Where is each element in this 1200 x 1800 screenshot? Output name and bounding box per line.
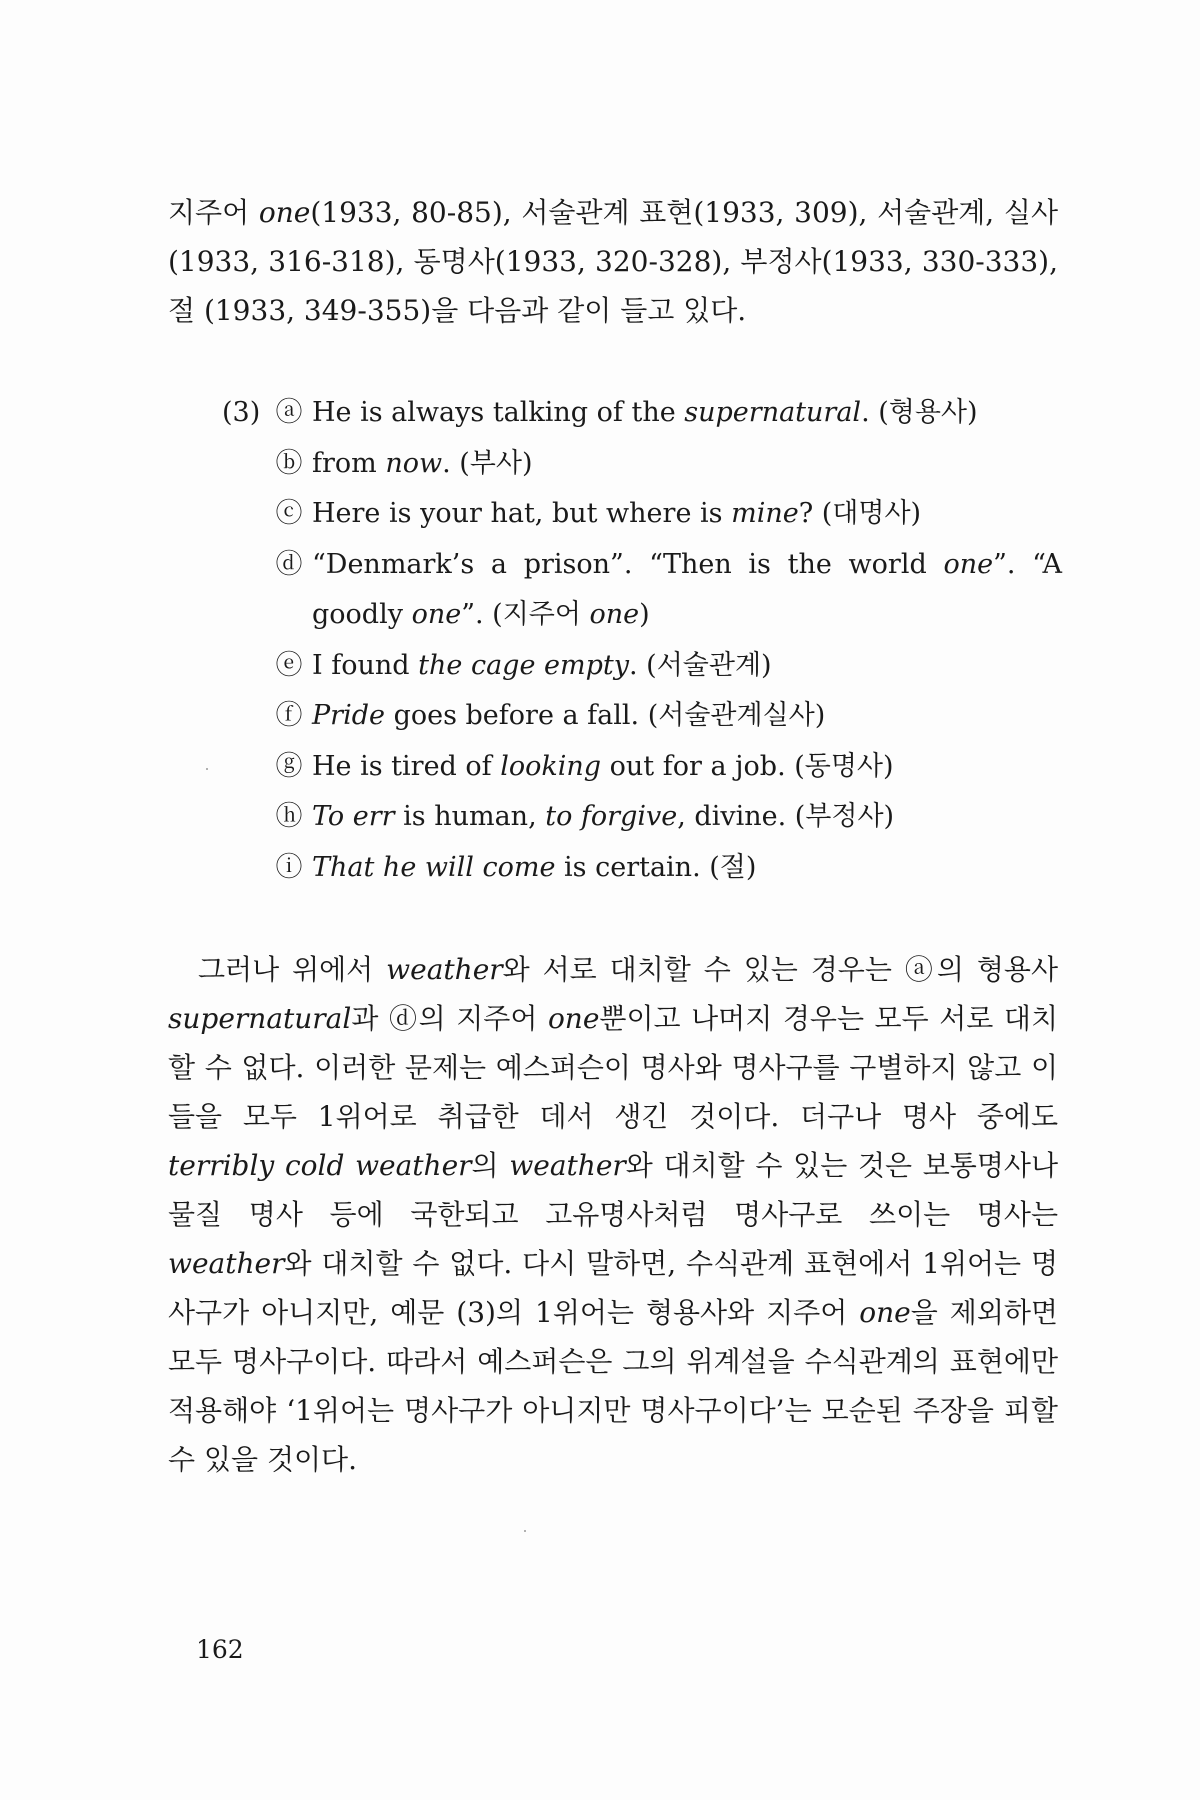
example-marker: ⓓ bbox=[275, 548, 303, 580]
example-list bbox=[222, 388, 1062, 893]
example-item-h bbox=[222, 792, 1062, 843]
intro-text: (1933, 80-85), 서술관계 표현(1933, 309), 서술관계, 실사 (1933, 316-318), 동명사(1933, 320-328), 부정사(1933, 330-333), 절 (1933, 349-355)을 다음과 같이 들고 있다. bbox=[168, 196, 1059, 327]
example-item-e bbox=[222, 641, 1062, 692]
intro-italic-term: one bbox=[258, 196, 311, 229]
example-marker: ⓑ bbox=[275, 447, 303, 479]
example-marker: ⓘ bbox=[275, 851, 303, 883]
stray-dot-mark bbox=[524, 1530, 526, 1532]
example-text: Pride goes before a fall. (서술관계실사) bbox=[312, 700, 826, 731]
example-item-b bbox=[222, 439, 1062, 490]
page-number: 162 bbox=[196, 1635, 244, 1664]
example-marker: ⓗ bbox=[275, 801, 303, 832]
example-item-f bbox=[222, 691, 1062, 742]
example-item-g bbox=[222, 742, 1062, 793]
example-marker: ⓕ bbox=[275, 700, 303, 731]
intro-paragraph bbox=[168, 188, 1058, 335]
example-text: “Denmark’s a prison”. “Then is the world one”. “A goodly one”. (지주어 one) bbox=[312, 548, 1062, 630]
stray-dot-mark bbox=[206, 768, 208, 770]
example-marker: ⓐ bbox=[275, 397, 303, 428]
example-number: (3) bbox=[222, 397, 261, 428]
intro-text: 지주어 bbox=[168, 196, 259, 229]
example-text: from now. (부사) bbox=[312, 447, 533, 479]
example-text: To err is human, to forgive, divine. (부정사) bbox=[312, 801, 895, 832]
example-item-c bbox=[222, 489, 1062, 540]
example-marker: ⓒ bbox=[275, 498, 303, 529]
example-marker: ⓔ bbox=[275, 649, 303, 681]
example-text: That he will come is certain. (절) bbox=[312, 851, 757, 883]
example-item-a bbox=[222, 388, 1062, 439]
example-item-d bbox=[222, 540, 1062, 641]
example-item-i bbox=[222, 843, 1062, 894]
conclusion-paragraph: 그러나 위에서 weather와 서로 대치할 수 있는 경우는 ⓐ의 형용사 supernatural과 ⓓ의 지주어 one뿐이고 나머지 경우는 모두 서로 대치할 수 없다. 이러한 문제는 예스퍼슨이 명사와 명사구를 구별하지 않고 이들을 모두 1위어로 취급한 데서 생긴 것이다. 더구나 명사 중에도 terribly cold weather의 weather와 대치할 수 있는 것은 보통명사나 물질 명사 등에 국한되고 고유명사처럼 명사구로 쓰이는 명사는 weather와 대치할 수 없다. 다시 말하면, 수식관계 표현에서 1위어는 명사구가 아니지만, 예문 (3)의 1위어는 형용사와 지주어 one을 제외하면 모두 명사구이다. 따라서 예스퍼슨은 그의 위계설을 수식관계의 표현에만 적용해야 ‘1위어는 명사구가 아니지만 명사구이다’는 모순된 주장을 피할 수 있을 것이다. bbox=[168, 953, 1059, 1476]
example-marker: ⓖ bbox=[275, 750, 303, 782]
example-text: I found the cage empty. (서술관계) bbox=[312, 649, 772, 681]
example-text: He is tired of looking out for a job. (동명사) bbox=[312, 750, 894, 782]
example-text: He is always talking of the supernatural. (형용사) bbox=[312, 397, 978, 428]
example-text: Here is your hat, but where is mine? (대명사) bbox=[312, 498, 922, 529]
